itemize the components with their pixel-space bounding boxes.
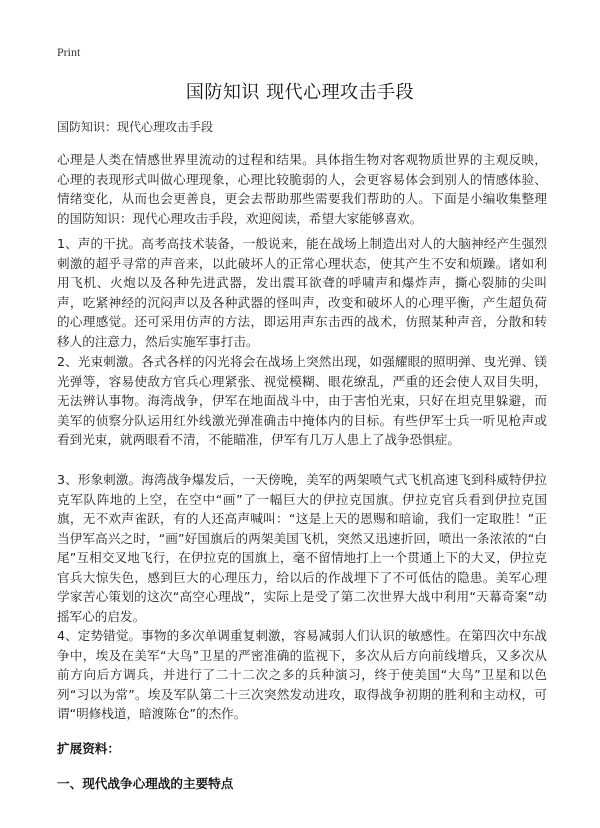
extended-material-heading: 扩展资料： bbox=[57, 741, 120, 756]
intro-paragraph: 心理是人类在情感世界里流动的过程和结果。具体指生物对客观物质世界的主观反映，心理的表现形式叫做心理现象，心理比较脆弱的人，会更容易体会到别人的情感体验、情绪变化，从而也会更善良，更会去帮助那些需要我们帮助的人。下面是小编收集整理的国防知识：现代心理攻击手段，欢迎阅读，希望大家能够喜欢。 bbox=[57, 152, 547, 226]
paragraph-light-stimulation: 2、光束刺激。各式各样的闪光将会在战场上突然出现，如强耀眼的照明弹、曳光弹、镁光弹等，容易使敌方官兵心理紧张、视觉模糊、眼花缭乱，严重的还会使人双目失明，无法辨认事物。海湾战争，伊军在地面战斗中，由于害怕光束，只好在坦克里躲避，而美军的侦察分队运用红外线激光弹准确击中掩体内的目标。有些伊军士兵一听见枪声或看到光束，就两眼看不清，不能瞄准，伊军有几万人患上了战争恐惧症。 bbox=[57, 354, 547, 447]
section-subheading: 一、现代战争心理战的主要特点 bbox=[57, 776, 234, 791]
paragraph-sound-interference: 1、声的干扰。高考高技术装备，一般说来，能在战场上制造出对人的大脑神经产生强烈刺激的超乎寻常的声音来，以此破坏人的正常心理状态，使其产生不安和烦躁。诸如利用飞机、火炮以及各种先进武器，发出震耳欲聋的呼啸声和爆炸声，撕心裂肺的尖叫声，吃紧神经的沉闷声以及各种武器的怪叫声，改变和破坏人的心理平衡，产生超负荷的心理感觉。还可采用仿声的方法，即运用声东击西的战术，仿照某种声音，分散和转移人的注意力，然后实施军事打击。 bbox=[57, 236, 547, 349]
paragraph-stereotype-illusion: 4、定势错觉。事物的多次单调重复刺激，容易减弱人们认识的敏感性。在第四次中东战争中，埃及在美军“大鸟”卫星的严密准确的监视下，多次从后方向前线增兵，又多次从前方向后方调兵，并进行了二十二次之多的兵种演习，终于使美国“大鸟”卫星和以色列“习以为常”。埃及军队第二十三次突然发动进攻，取得战争初期的胜利和主动权，可谓“明修栈道，暗渡陈仓”的杰作。 bbox=[57, 628, 547, 721]
article-subtitle: 国防知识：现代心理攻击手段 bbox=[57, 120, 214, 134]
paragraph-image-stimulation: 3、形象刺激。海湾战争爆发后，一天傍晚，美军的两架喷气式飞机高速飞到科威特伊拉克军队阵地的上空，在空中“画”了一幅巨大的伊拉克国旗。伊拉克官兵看到伊拉克国旗，无不欢声雀跃，有的人还高声喊叫：“这是上天的恩赐和暗谕，我们一定取胜！”正当伊军高兴之时，“画”好国旗后的两架美国飞机，突然又迅速折回，喷出一条浓浓的“白尾”互相交叉地飞行，在伊拉克的国旗上，毫不留情地打上一个贯通上下的大叉，伊拉克官兵大惊失色，感到巨大的心理压力，给以后的作战埋下了不可低估的隐患。美军心理学家苦心策划的这次“高空心理战”，实际上是受了第二次世界大战中利用“天幕奇案”动摇军心的启发。 bbox=[57, 472, 547, 624]
print-link[interactable]: Print bbox=[57, 45, 81, 59]
page-title: 国防知识 现代心理攻击手段 bbox=[185, 82, 415, 103]
